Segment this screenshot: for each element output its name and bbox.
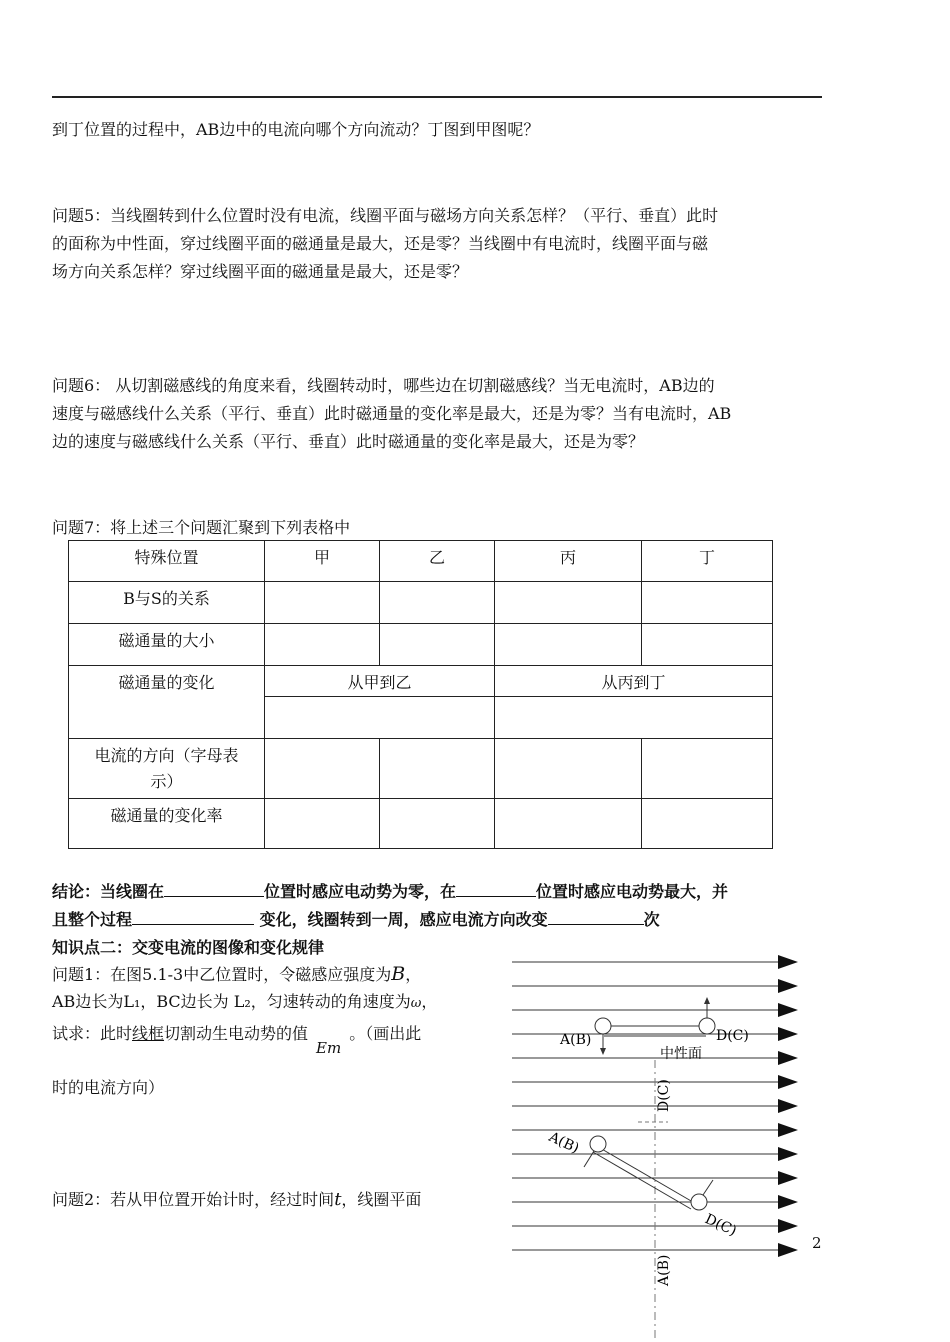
header-position: 特殊位置 xyxy=(69,541,265,582)
label-neutral-plane: 中性面 xyxy=(660,1046,702,1062)
label-ab-slanted: A(B) xyxy=(546,1129,582,1157)
q2-text: 问题2：若从甲位置开始计时，经过时间 xyxy=(52,1190,335,1209)
label-ab-top: A(B) xyxy=(560,1032,592,1048)
coil-slanted-edge-1 xyxy=(600,1148,698,1205)
q1-underlined-text: 线框 xyxy=(132,1024,165,1043)
q1-text: 试求：此时 xyxy=(52,1024,133,1043)
arrow-head-icon xyxy=(778,1051,798,1065)
velocity-arrow-dc-slanted xyxy=(703,1180,713,1195)
row-rate-label: 磁通量的变化率 xyxy=(69,799,265,849)
arrow-head-icon xyxy=(704,997,710,1004)
q1-text: ， xyxy=(421,992,438,1011)
arrow-head-icon xyxy=(778,1195,798,1209)
arrow-head-icon xyxy=(778,1027,798,1041)
q6-line-1: 问题6： 从切割磁感线的角度来看，线圈转动时，哪些边在切割磁感线？当无电流时，AB边的 xyxy=(52,376,715,395)
q1-text: AB边长为L₁，BC边长为 L₂，匀速转动的角速度为 xyxy=(52,992,411,1011)
conclusion-text: 位置时感应电动势为零，在 xyxy=(264,882,457,901)
q5-line-3: 场方向关系怎样？穿过线圈平面的磁通量是最大，还是零？ xyxy=(52,262,469,281)
arrow-head-icon xyxy=(778,1147,798,1161)
q1-text: 问题1：在图5.1-3中乙位置时，令磁感应强度为 xyxy=(52,965,392,984)
symbol-t: t xyxy=(334,1189,342,1210)
coil-slanted-edge-2 xyxy=(593,1152,691,1209)
header-yi: 乙 xyxy=(380,541,495,582)
arrow-head-icon xyxy=(778,1171,798,1185)
row-flux-label: 磁通量的大小 xyxy=(69,624,265,666)
q1-line-4: 时的电流方向） xyxy=(52,1078,165,1097)
q6-line-2: 速度与磁感线什么关系（平行、垂直）此时磁通量的变化率是最大，还是为零？当有电流时，AB xyxy=(52,404,732,423)
q5-line-1: 问题5：当线圈转到什么位置时没有电流，线圈平面与磁场方向关系怎样？（平行、垂直）此时 xyxy=(52,206,719,225)
velocity-arrow-ab-slanted xyxy=(584,1151,594,1167)
label-dc-vertical: D(C) xyxy=(656,1079,672,1112)
label-dc-top: D(C) xyxy=(716,1028,749,1044)
q7-heading: 问题7：将上述三个问题汇聚到下列表格中 xyxy=(52,518,351,537)
label-ab-vertical: A(B) xyxy=(656,1254,672,1286)
change-bing-ding: 从丙到丁 xyxy=(495,666,773,697)
conclusion-text: 变化，线圈转到一周，感应电流方向改变 xyxy=(254,910,548,929)
conductor-ab xyxy=(595,1018,611,1034)
row-current-label-2: 示） xyxy=(150,772,183,791)
symbol-em: Em xyxy=(316,1039,342,1057)
arrow-head-icon xyxy=(778,979,798,993)
row-current-label-1: 电流的方向（字母表 xyxy=(94,746,239,765)
q2-text: ，线圈平面 xyxy=(341,1190,422,1209)
conclusion-text: 结论：当线圈在 xyxy=(52,882,165,901)
arrow-head-icon xyxy=(600,1048,606,1055)
conclusion-text: 次 xyxy=(643,910,660,929)
q1-text: 。（画出此 xyxy=(349,1024,422,1043)
conductor-dc-slanted xyxy=(691,1194,707,1210)
header-jia: 甲 xyxy=(265,541,380,582)
arrow-head-icon xyxy=(778,1123,798,1137)
q1-text: 切割动生电动势的值 xyxy=(164,1024,309,1043)
page-number: 2 xyxy=(812,1234,822,1252)
arrow-head-icon xyxy=(778,1075,798,1089)
arrow-head-icon xyxy=(778,1243,798,1257)
header-ding: 丁 xyxy=(642,541,773,582)
symbol-b: B xyxy=(391,963,406,985)
arrow-head-icon xyxy=(778,955,798,969)
q5-line-2: 的面称为中性面，穿过线圈平面的磁通量是最大，还是零？当线圈中有电流时，线圈平面与磁 xyxy=(52,234,709,253)
symbol-omega: ω xyxy=(410,996,422,1011)
conductor-dc xyxy=(699,1018,715,1034)
arrow-head-icon xyxy=(778,1219,798,1233)
conclusion-text: 且整个过程 xyxy=(52,910,133,929)
row-b-s-label: B与S的关系 xyxy=(69,582,265,624)
label-dc-slanted: D(C) xyxy=(702,1211,739,1240)
conclusion-text: 位置时感应电动势最大，并 xyxy=(536,882,729,901)
continuation-line: 到丁位置的过程中，AB边中的电流向哪个方向流动？丁图到甲图呢？ xyxy=(52,120,540,139)
q1-text: ， xyxy=(405,965,422,984)
arrow-head-icon xyxy=(778,1099,798,1113)
row-change-label: 磁通量的变化 xyxy=(69,666,265,739)
change-jia-yi: 从甲到乙 xyxy=(265,666,495,697)
conductor-ab-slanted xyxy=(590,1136,606,1152)
q6-line-3: 边的速度与磁感线什么关系（平行、垂直）此时磁通量的变化率是最大，还是为零？ xyxy=(52,432,645,451)
arrow-head-icon xyxy=(778,1003,798,1017)
header-bing: 丙 xyxy=(495,541,642,582)
knowledge-point-2-heading: 知识点二：交变电流的图像和变化规律 xyxy=(52,938,325,957)
